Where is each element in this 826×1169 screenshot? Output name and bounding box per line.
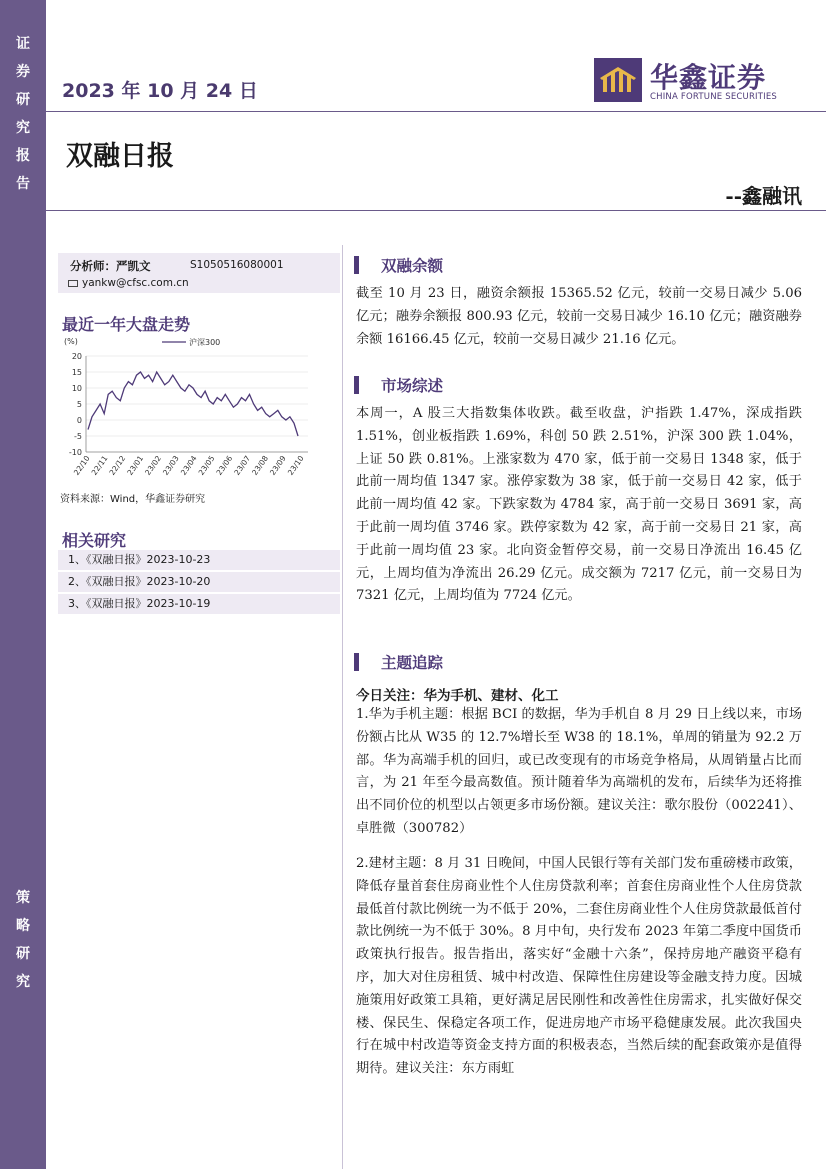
sidebar-char: 研 [16,946,30,962]
section-theme-heading [354,651,443,673]
related-research-list [58,550,340,616]
chart-source: 资料来源：Wind，华鑫证券研究 [60,494,206,505]
sidebar-char: 证 [16,36,30,52]
market-chart-heading: 最近一年大盘走势 [62,315,191,334]
company-logo [594,58,794,108]
y-axis-label: (%) [64,337,78,346]
market-chart [58,334,318,484]
related-research-heading: 相关研究 [62,531,127,550]
x-tick-label: 23/10 [285,453,306,477]
sidebar-label-top [0,30,46,198]
section-marker [354,376,359,394]
y-tick-label: 10 [71,384,82,393]
related-research-item[interactable]: 3、《双融日报》2023-10-19 [58,594,340,614]
sidebar-char: 告 [16,176,30,192]
logo-name-en: CHINA FORTUNE SECURITIES [650,92,778,102]
title-divider [46,210,826,211]
y-tick-label: -10 [68,448,82,457]
sidebar-char: 研 [16,92,30,108]
legend-label: 沪深300 [189,338,221,347]
sidebar-char: 究 [16,120,30,136]
market-text: 本周一，A 股三大指数集体收跌。截至收盘，沪指跌 1.47%，深成指跌 1.51%，创业板指跌 1.69%，科创 50 跌 2.51%，沪深 300 跌 1.04%，上证 50 跌 0.81%。上涨家数为 470 家，低于前一交易日 1348 家，低于此前一周均值 1347 家。涨停家数为 38 家，低于前一交易日 42 家，低于此前一周均值 42 家。下跌家数为 4784 家，高于前一交易日 3691 家，高于此前一周均值 3746 家。跌停家数为 42 家，高于前一交易日 21 家，高于此前一周均值 23 家。北向资金暂停交易，前一交易日净流出 16.45 亿元，上周均值为净流出 26.29 亿元。成交额为 7217 亿元，前一交易日为 7321 亿元，上周均值为 7724 亿元。 [356,406,802,604]
x-tick-label: 23/04 [178,453,199,477]
x-tick-label: 22/11 [89,453,110,477]
balance-text: 截至 10 月 23 日，融资余额报 15365.52 亿元，较前一交易日减少 5.06 亿元；融券余额报 800.93 亿元，较前一交易日减少 16.10 亿元；融资融券余额 16166.45 亿元，较前一交易日减少 21.16 亿元。 [356,286,802,347]
analyst-name: 分析师：严凯文 [70,259,151,273]
section-marker [354,256,359,274]
today-focus: 今日关注：华为手机、建材、化工 [356,688,559,704]
y-tick-label: 15 [71,368,82,377]
mail-icon [68,280,78,287]
related-research-item[interactable]: 2、《双融日报》2023-10-20 [58,572,340,592]
section-title: 双融余额 [381,257,444,275]
section-balance-heading [354,254,443,276]
sidebar-label-bottom [0,884,46,996]
column-divider [342,245,343,1169]
x-tick-label: 23/09 [268,453,288,477]
market-chart-svg [58,334,318,484]
y-tick-label: 0 [76,416,82,425]
sidebar-char: 策 [16,890,30,906]
section-title: 市场综述 [381,377,444,395]
theme-paragraph-2: 2.建材主题：8 月 31 日晚间，中国人民银行等有关部门发布重磅楼市政策，降低存量首套住房商业性个人住房贷款利率；首套住房商业性个人住房贷款最低首付款比例统一为不低于 20%，二套住房商业性个人住房贷款最低首付款比例统一为不低于 30%。8 月中旬，央行发布 2023 年第二季度中国货币政策执行报告。报告指出，落实好“金融十六条”，保持房地产融资平稳有序，加大对住房租赁、城中村改造、保障性住房建设等金融支持力度。因城施策用好政策工具箱，更好满足居民刚性和改善性住房需求，扎实做好保交楼、保民生、保稳定各项工作，促进房地产市场平稳健康发展。此次我国央行在城中村改造等资金支持方面的积极表态，当然后续的配套政策亦是值得期待。建议关注：东方雨虹 [356,856,802,1077]
page-subtitle: --鑫融讯 [725,184,802,208]
analyst-card [58,253,340,293]
analyst-email-row [68,277,189,289]
logo-name-cn: 华鑫证券 [650,61,767,94]
report-date: 2023 年 10 月 24 日 [62,80,258,102]
section-title: 主题追踪 [381,654,444,672]
sidebar-char: 报 [16,148,30,164]
section-marker [354,653,359,671]
sidebar-char: 券 [16,64,30,80]
x-tick-label: 23/05 [196,453,217,477]
theme-paragraph-1: 1.华为手机主题：根据 BCI 的数据，华为手机自 8 月 29 日上线以来，市场份额占比从 W35 的 12.7%增长至 W38 的 18.1%，单周的销量为 92.2 万部。华为高端手机的回归，或已改变现有的市场竞争格局，从周销量占比而言，为 21 年至今最高数值。预计随着华为高端机的发布，后续华为还将推出不同价位的机型以占领更多市场份额。建议关注：歌尔股份（002241）、卓胜微（300782） [356,707,802,836]
x-tick-label: 23/03 [161,453,181,477]
y-tick-label: 20 [71,352,82,361]
sidebar-char: 究 [16,974,30,990]
x-tick-label: 23/08 [250,453,270,477]
x-tick-label: 23/01 [125,453,146,477]
x-tick-label: 22/10 [71,453,92,477]
page-title: 双融日报 [66,141,174,172]
related-research-item[interactable]: 1、《双融日报》2023-10-23 [58,550,340,570]
x-tick-label: 23/06 [214,453,235,477]
logo-icon [594,58,642,102]
y-tick-label: 5 [76,400,82,409]
x-tick-label: 22/12 [107,453,128,477]
y-tick-label: -5 [74,432,82,441]
x-tick-label: 23/07 [232,453,253,477]
sidebar-char: 略 [16,918,30,934]
header-divider [46,111,826,112]
analyst-email: yankw@cfsc.com.cn [82,277,189,289]
section-market-heading [354,374,443,396]
x-tick-label: 23/02 [143,453,163,477]
analyst-id: S1050516080001 [190,259,284,271]
